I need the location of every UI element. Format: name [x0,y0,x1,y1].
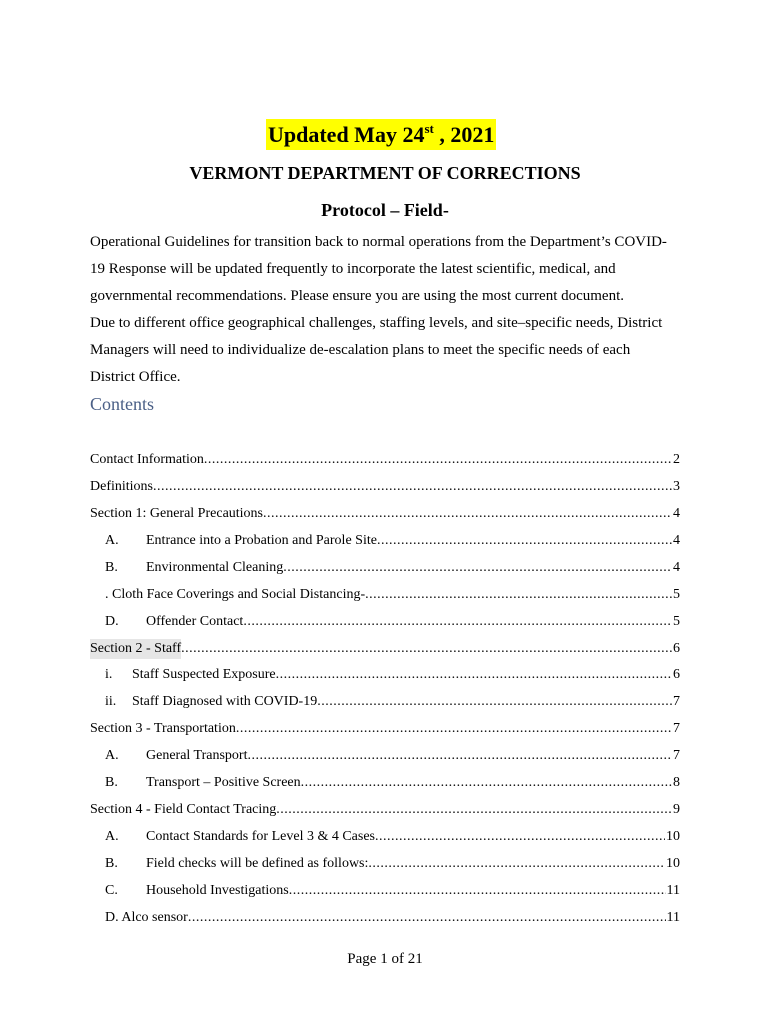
toc-marker: C. [105,883,118,898]
toc-entry-contact-information[interactable] [90,450,680,470]
intro-line: Due to different office geographical challenges, staffing levels, and site–specific needs, District [90,315,663,331]
intro-paragraph [90,229,690,391]
toc-leader [188,908,666,928]
toc-page-number: 6 [673,641,680,656]
toc-leader [243,612,672,632]
toc-entry-1c[interactable] [90,585,680,605]
toc-leader [153,477,672,497]
toc-page-number: 11 [666,910,680,925]
updated-prefix: Updated May 24 [268,122,425,147]
toc-title: Field checks will be defined as follows: [146,856,369,871]
toc-entry-4b[interactable] [90,854,680,874]
contents-heading: Contents [90,394,155,414]
toc-page-number: 7 [673,721,680,736]
toc-marker: B. [105,856,118,871]
toc-page-number: 10 [666,829,680,844]
toc-page-number: 4 [673,506,680,521]
intro-line: 19 Response will be updated frequently to incorporate the latest scientific, medical, and [90,261,616,277]
toc-leader [301,773,672,793]
toc-marker: B. [105,560,118,575]
toc-title: Household Investigations [146,883,289,898]
toc-page-number: 3 [673,479,680,494]
toc-entry-1d[interactable] [90,612,680,632]
page-footer: Page 1 of 21 [347,951,423,967]
toc-entry-2i[interactable] [90,665,680,685]
toc-page-number: 4 [673,533,680,548]
intro-line: Managers will need to individualize de-escalation plans to meet the specific needs of each [90,342,631,358]
toc-leader [181,639,672,659]
toc-page-number: 5 [673,614,680,629]
toc-leader [368,854,665,874]
toc-entry-4a[interactable] [90,827,680,847]
toc-title: Section 4 - Field Contact Tracing [90,802,277,817]
toc-entry-2ii[interactable] [90,692,680,712]
toc-entry-1b[interactable] [90,558,680,578]
toc-leader [263,504,672,524]
toc-page-number: 8 [673,775,680,790]
toc-leader [204,450,672,470]
toc-entry-4d[interactable] [90,908,680,928]
toc-leader [248,746,673,766]
toc-title: Staff Suspected Exposure [132,667,276,682]
toc-title: Contact Information [90,452,204,467]
toc-page-number: 2 [673,452,680,467]
toc-page-number: 6 [673,667,680,682]
toc-leader [276,800,672,820]
toc-marker: A. [105,748,119,763]
toc-page-number: 9 [673,802,680,817]
intro-line: Operational Guidelines for transition back to normal operations from the Department’s COVID- [90,234,667,250]
toc-title: Offender Contact [146,614,244,629]
toc-marker: A. [105,829,119,844]
toc-entry-section-2[interactable] [90,639,680,659]
intro-line: governmental recommendations. Please ensure you are using the most current document. [90,288,625,304]
toc-leader [283,558,672,578]
toc-leader [236,719,672,739]
toc-marker: ii. [105,694,117,709]
toc-title: Definitions [90,479,153,494]
toc-title: Transport – Positive Screen [146,775,301,790]
updated-suffix: , 2021 [433,122,495,147]
toc-leader [375,827,665,847]
protocol-title: Protocol – Field- [321,200,449,220]
toc-leader [276,665,672,685]
toc-entry-3b[interactable] [90,773,680,793]
toc-entry-section-4[interactable] [90,800,680,820]
toc-page-number: 5 [673,587,680,602]
toc-entry-section-1[interactable] [90,504,680,524]
toc-title: D. Alco sensor [105,910,188,925]
toc-title: General Transport [146,748,248,763]
toc-page-number: 7 [673,694,680,709]
intro-line: District Office. [90,369,181,385]
updated-superscript: st [424,121,434,136]
toc-marker: i. [105,667,113,682]
toc-entry-definitions[interactable] [90,477,680,497]
toc-title: Section 3 - Transportation [90,721,236,736]
toc-page-number: 4 [673,560,680,575]
toc-marker: B. [105,775,118,790]
toc-page-number: 7 [673,748,680,763]
toc-entry-4c[interactable] [90,881,680,901]
updated-date-highlight [266,119,496,150]
toc-title: Environmental Cleaning [146,560,284,575]
toc-entry-1a[interactable] [90,531,680,551]
toc-title: Contact Standards for Level 3 & 4 Cases [146,829,376,844]
toc-marker: A. [105,533,119,548]
toc-leader [365,585,672,605]
toc-title: . Cloth Face Coverings and Social Distancing- [105,587,366,602]
toc-title: Section 1: General Precautions [90,506,264,521]
toc-page-number: 11 [666,883,680,898]
toc-leader [289,881,666,901]
toc-marker: D. [105,614,119,629]
toc-leader [377,531,672,551]
toc-leader [317,692,672,712]
toc-entry-section-3[interactable] [90,719,680,739]
toc-entry-3a[interactable] [90,746,680,766]
toc-title: Staff Diagnosed with COVID-19 [132,694,318,709]
toc-title: Entrance into a Probation and Parole Site [146,533,377,548]
toc-page-number: 10 [666,856,680,871]
toc-title: Section 2 - Staff [90,639,181,659]
department-title: VERMONT DEPARTMENT OF CORRECTIONS [189,163,581,183]
